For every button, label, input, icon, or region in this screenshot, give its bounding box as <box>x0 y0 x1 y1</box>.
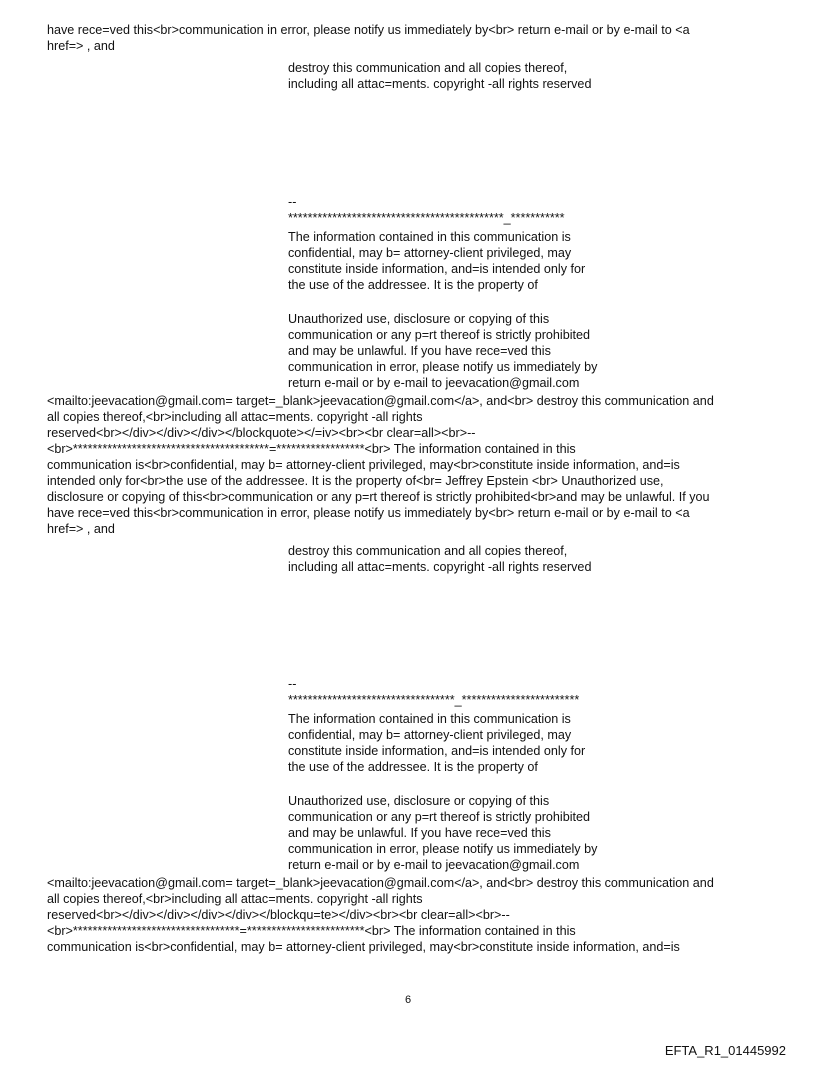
text-line: href=> , and <box>47 39 115 53</box>
text-line: The information contained in this communication is <box>288 230 571 244</box>
text-line: intended only for<br>the use of the addressee. It is the property of<br= Jeffrey Epstein <br> Unauthorized use, <box>47 474 664 488</box>
text-line: -- <box>288 677 297 691</box>
text-line: communication or any p=rt thereof is strictly prohibited <box>288 810 591 824</box>
text-line: have rece=ved this<br>communication in error, please notify us immediately by<br> return e-mail or by e-mail to <a <box>47 506 690 520</box>
text-line: including all attac=ments. copyright -all rights reserved <box>288 560 592 574</box>
text-line: the use of the addressee. It is the property of <box>288 278 538 292</box>
page-number: 6 <box>404 994 412 1006</box>
text-line: all copies thereof,<br>including all attac=ments. copyright -all rights <box>47 410 423 424</box>
text-line: constitute inside information, and=is intended only for <box>288 744 586 758</box>
text-line: communication or any p=rt thereof is strictly prohibited <box>288 328 591 342</box>
text-line: confidential, may b= attorney-client privileged, may <box>288 728 572 742</box>
text-line: communication in error, please notify us immediately by <box>288 360 598 374</box>
text-line: have rece=ved this<br>communication in error, please notify us immediately by<br> return e-mail or by e-mail to <a <box>47 23 690 37</box>
text-line: Unauthorized use, disclosure or copying of this <box>288 312 550 326</box>
text-line: return e-mail or by e-mail to jeevacation@gmail.com <box>288 376 580 390</box>
text-line: destroy this communication and all copies thereof, <box>288 544 568 558</box>
text-line: communication in error, please notify us immediately by <box>288 842 598 856</box>
text-line: and may be unlawful. If you have rece=ved this <box>288 826 551 840</box>
text-line: **********************************_************************ <box>288 693 580 707</box>
text-line: href=> , and <box>47 522 115 536</box>
text-line: communication is<br>confidential, may b= attorney-client privileged, may<br>constitute inside information, and=is <box>47 458 680 472</box>
text-line: return e-mail or by e-mail to jeevacation@gmail.com <box>288 858 580 872</box>
text-line: -- <box>288 195 297 209</box>
text-line: destroy this communication and all copies thereof, <box>288 61 568 75</box>
text-line: including all attac=ments. copyright -all rights reserved <box>288 77 592 91</box>
text-line: disclosure or copying of this<br>communication or any p=rt thereof is strictly prohibited<br>and may be unlawful. If you <box>47 490 710 504</box>
document-id-footer: EFTA_R1_01445992 <box>664 1043 786 1058</box>
text-line: reserved<br></div></div></div></blockquote></=iv><br><br clear=all><br>-- <box>47 426 476 440</box>
text-line: and may be unlawful. If you have rece=ved this <box>288 344 551 358</box>
text-line: reserved<br></div></div></div></div></blockqu=te></div><br><br clear=all><br>-- <box>47 908 510 922</box>
text-line: The information contained in this communication is <box>288 712 571 726</box>
text-line: <mailto:jeevacation@gmail.com= target=_blank>jeevacation@gmail.com</a>, and<br> destroy this communication and <box>47 876 714 890</box>
text-line: <br>****************************************=******************<br> The information contained in this <box>47 442 576 456</box>
text-line: the use of the addressee. It is the property of <box>288 760 538 774</box>
text-line: constitute inside information, and=is intended only for <box>288 262 586 276</box>
text-line: all copies thereof,<br>including all attac=ments. copyright -all rights <box>47 892 423 906</box>
text-line: <br>**********************************=************************<br> The information contained in this <box>47 924 576 938</box>
text-line: communication is<br>confidential, may b= attorney-client privileged, may<br>constitute inside information, and=is <box>47 940 680 954</box>
text-line: <mailto:jeevacation@gmail.com= target=_blank>jeevacation@gmail.com</a>, and<br> destroy this communication and <box>47 394 714 408</box>
text-line: confidential, may b= attorney-client privileged, may <box>288 246 572 260</box>
text-line: Unauthorized use, disclosure or copying of this <box>288 794 550 808</box>
text-line: ********************************************_*********** <box>288 211 565 225</box>
